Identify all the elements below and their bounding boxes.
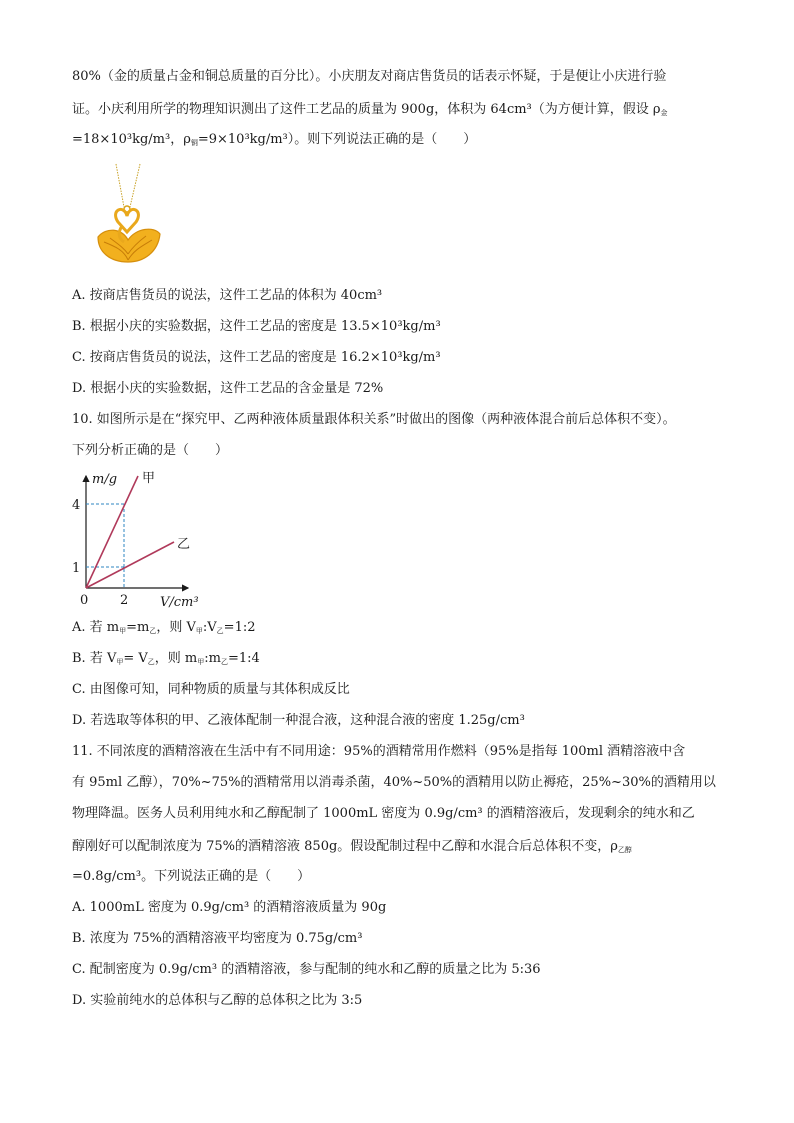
q9-sub-copper: 铜	[190, 139, 198, 147]
q10-option-c: C. 由图像可知，同种物质的质量与其体积成反比	[72, 682, 350, 697]
q11-option-d: D. 实验前纯水的总体积与乙醇的总体积之比为 3:5	[72, 993, 363, 1008]
q11-line-1: 11. 不同浓度的酒精溶液在生活中有不同用途：95%的酒精常用作燃料（95%是指每 100ml 酒精溶液中含	[72, 744, 686, 759]
y-tick-1: 1	[72, 561, 81, 576]
label-jia: 甲	[142, 471, 156, 486]
q9-line-3: =18×10³kg/m³，$\rho_铜=9\times 10^3kg/m^3$）。则下列说法正确的是（ ）	[72, 132, 477, 147]
q11-sub-ethanol: 乙醇	[617, 846, 632, 854]
q11-option-c: C. 配制密度为 0.9g/cm³ 的酒精溶液，参与配制的纯水和乙醇的质量之比为 5:36	[72, 962, 541, 977]
x-axis-label: V/cm³	[160, 595, 199, 610]
q9-line-2: 证。小庆利用所学的物理知识测出了这件工艺品的质量为 900g，体积为 64cm³（为方便计算，假设 $\rho_金$	[72, 102, 668, 117]
q11-line-5: =0.8g/cm³。下列说法正确的是（ ）	[72, 869, 311, 884]
q10-line-2: 下列分析正确的是（ ）	[72, 443, 229, 458]
label-yi: 乙	[177, 537, 191, 552]
q11-line-2: 有 95ml 乙醇），70%~75%的酒精常用以消毒杀菌，40%~50%的酒精用以防止褥疮，25%~30%的酒精用以	[72, 775, 716, 790]
q9-option-a: A. 按商店售货员的说法，这件工艺品的体积为 40cm³	[72, 288, 383, 303]
q9-line-1: 80%（金的质量占金和铜总质量的百分比）。小庆朋友对商店售货员的话表示怀疑，于是便让小庆进行验	[72, 69, 667, 84]
swan-pendant-image	[88, 162, 166, 272]
origin-label: 0	[80, 593, 89, 608]
q10-line-1: 10. 如图所示是在“探究甲、乙两种液体质量跟体积关系”时做出的图像（两种液体混合前后总体积不变）。	[72, 412, 676, 427]
q11-option-a: A. 1000mL 密度为 0.9g/cm³ 的酒精溶液质量为 90g	[72, 900, 387, 915]
q10-option-d: D. 若选取等体积的甲、乙液体配制一种混合液，这种混合液的密度 1.25g/cm³	[72, 713, 525, 728]
x-tick-2: 2	[120, 593, 129, 608]
y-tick-4: 4	[72, 498, 81, 513]
q11-line-4: 醇刚好可以配制浓度为 75%的酒精溶液 850g。假设配制过程中乙醇和水混合后总体积不变，$\rho_{乙醇}$	[72, 839, 632, 854]
q10-option-a: A. 若 $m_甲=m_乙$，则 $V_甲:V_乙=1:2$	[72, 620, 256, 635]
q9-option-c: C. 按商店售货员的说法，这件工艺品的密度是 16.2×10³kg/m³	[72, 350, 441, 365]
line-yi	[86, 542, 174, 588]
y-axis-label: m/g	[92, 472, 118, 487]
q9-sub-gold: 金	[660, 109, 668, 117]
q9-option-b: B. 根据小庆的实验数据，这件工艺品的密度是 13.5×10³kg/m³	[72, 319, 441, 334]
q10-option-b: B. 若 $V_甲= V_乙$，则 $m_甲:m_乙=1:4$	[72, 651, 260, 666]
q11-option-b: B. 浓度为 75%的酒精溶液平均密度为 0.75g/cm³	[72, 931, 363, 946]
line-jia	[86, 476, 138, 588]
mass-volume-graph	[72, 470, 222, 615]
q9-option-d: D. 根据小庆的实验数据，这件工艺品的含金量是 72%	[72, 381, 384, 396]
q11-line-3: 物理降温。医务人员利用纯水和乙醇配制了 1000mL 密度为 0.9g/cm³ 的酒精溶液后，发现剩余的纯水和乙	[72, 806, 695, 821]
